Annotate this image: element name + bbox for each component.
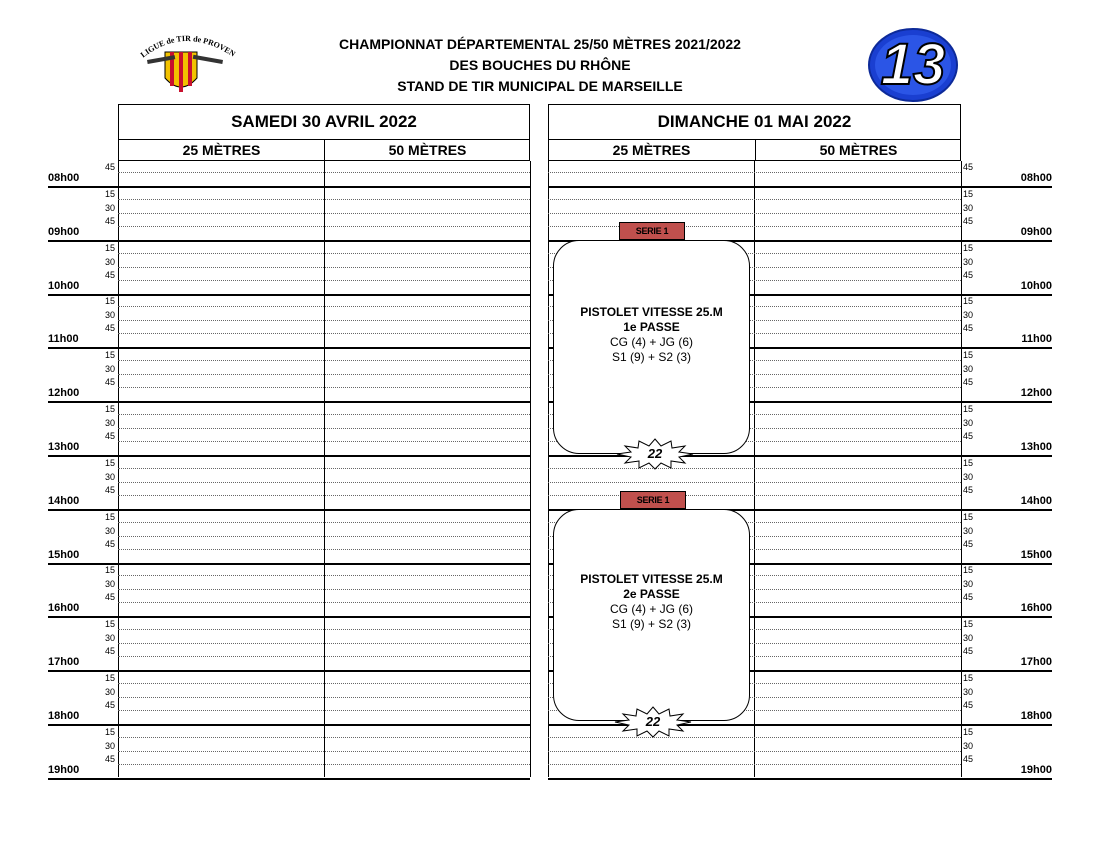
event-2-passe: 2e PASSE	[623, 587, 680, 601]
quarter-line	[118, 536, 530, 537]
sun-col-50m: 50 MÈTRES	[819, 142, 898, 158]
event-2-line4: S1 (9) + S2 (3)	[611, 617, 692, 631]
quarter-line	[118, 172, 530, 173]
minute-label-right: 30	[963, 633, 974, 643]
minute-label-right: 15	[963, 243, 974, 253]
minute-label-left: 30	[104, 741, 115, 751]
hour-line	[48, 616, 530, 618]
hour-label-right: 13h00	[1020, 441, 1052, 453]
minute-label-right: 45	[963, 162, 974, 172]
minute-label-right: 45	[963, 539, 974, 549]
hour-line	[48, 670, 530, 672]
hour-label-right: 16h00	[1020, 602, 1052, 614]
hour-label-right: 14h00	[1020, 495, 1052, 507]
quarter-line	[548, 172, 961, 173]
minute-label-right: 30	[963, 203, 974, 213]
quarter-line	[118, 643, 530, 644]
minute-label-right: 15	[963, 296, 974, 306]
title-line-2: DES BOUCHES DU RHÔNE	[449, 57, 631, 73]
grid-vline	[961, 161, 962, 777]
quarter-line	[548, 199, 961, 200]
event-1-line4: S1 (9) + S2 (3)	[611, 350, 692, 364]
svg-text:LIGUE de TIR de PROVENCE: LIGUE de TIR de PROVEN	[138, 33, 238, 60]
event-2-line3: CG (4) + JG (6)	[609, 602, 693, 616]
hour-label-right: 08h00	[1020, 172, 1052, 184]
hour-label-left: 08h00	[48, 172, 80, 184]
minute-label-right: 15	[963, 189, 974, 199]
minute-label-left: 30	[104, 418, 115, 428]
hour-label-left: 16h00	[48, 602, 80, 614]
minute-label-left: 45	[104, 377, 115, 387]
quarter-line	[118, 522, 530, 523]
minute-label-left: 15	[104, 727, 115, 737]
quarter-line	[548, 482, 961, 483]
minute-label-left: 30	[104, 203, 115, 213]
quarter-line	[118, 710, 530, 711]
quarter-line	[118, 387, 530, 388]
minute-label-right: 15	[963, 458, 974, 468]
event-2-count: 22	[645, 714, 661, 729]
event-1-count: 22	[647, 446, 663, 461]
minute-label-right: 30	[963, 310, 974, 320]
department-13-logo	[866, 26, 960, 104]
minute-label-left: 45	[104, 431, 115, 441]
event-2-title: PISTOLET VITESSE 25.M	[580, 572, 723, 586]
minute-label-right: 15	[963, 512, 974, 522]
hour-line	[48, 347, 530, 349]
minute-label-left: 30	[104, 633, 115, 643]
quarter-line	[118, 656, 530, 657]
minute-label-right: 15	[963, 404, 974, 414]
quarter-line	[118, 441, 530, 442]
quarter-line	[118, 428, 530, 429]
minute-label-right: 30	[963, 687, 974, 697]
minute-label-right: 15	[963, 673, 974, 683]
minute-label-left: 30	[104, 687, 115, 697]
hour-line	[48, 724, 530, 726]
serie-badge-2: SERIE 1	[620, 491, 686, 509]
quarter-line	[548, 468, 961, 469]
hour-label-right: 18h00	[1020, 710, 1052, 722]
quarter-line	[118, 360, 530, 361]
hour-label-right: 11h00	[1021, 333, 1052, 345]
sun-col-25m: 25 MÈTRES	[612, 142, 691, 158]
quarter-line	[118, 629, 530, 630]
minute-label-left: 45	[104, 485, 115, 495]
minute-label-left: 30	[104, 579, 115, 589]
quarter-line	[118, 737, 530, 738]
minute-label-left: 45	[104, 323, 115, 333]
serie-badge-1: SERIE 1	[619, 222, 685, 240]
hour-line	[48, 509, 530, 511]
hour-line	[48, 563, 530, 565]
quarter-line	[118, 280, 530, 281]
minute-label-right: 15	[963, 727, 974, 737]
hour-label-left: 19h00	[48, 764, 80, 776]
hour-label-right: 12h00	[1020, 387, 1052, 399]
day-header-sunday: DIMANCHE 01 MAI 2022	[548, 104, 961, 140]
hour-line	[548, 186, 1052, 188]
hour-label-right: 10h00	[1020, 280, 1052, 292]
hour-line	[48, 294, 530, 296]
hour-label-right: 17h00	[1020, 656, 1052, 668]
logo-number: 13	[880, 32, 946, 97]
minute-label-right: 30	[963, 526, 974, 536]
quarter-line	[548, 751, 961, 752]
minute-label-right: 45	[963, 323, 974, 333]
minute-label-right: 30	[963, 741, 974, 751]
minute-label-right: 30	[963, 418, 974, 428]
sat-col-25m: 25 MÈTRES	[182, 142, 261, 158]
minute-label-right: 45	[963, 485, 974, 495]
minute-label-left: 15	[104, 350, 115, 360]
quarter-line	[548, 226, 961, 227]
quarter-line	[118, 213, 530, 214]
minute-label-right: 45	[963, 216, 974, 226]
minute-label-left: 15	[104, 619, 115, 629]
hour-label-left: 17h00	[48, 656, 80, 668]
quarter-line	[118, 414, 530, 415]
quarter-line	[548, 495, 961, 496]
minute-label-right: 30	[963, 364, 974, 374]
quarter-line	[118, 751, 530, 752]
quarter-line	[118, 683, 530, 684]
hour-line	[48, 778, 530, 780]
minute-label-left: 45	[104, 592, 115, 602]
minute-label-left: 45	[104, 162, 115, 172]
minute-label-right: 45	[963, 646, 974, 656]
hour-label-left: 09h00	[48, 226, 80, 238]
minute-label-left: 15	[104, 404, 115, 414]
quarter-line	[118, 333, 530, 334]
hour-line	[48, 401, 530, 403]
minute-label-right: 45	[963, 377, 974, 387]
quarter-line	[118, 320, 530, 321]
minute-label-right: 45	[963, 754, 974, 764]
quarter-line	[118, 575, 530, 576]
minute-label-left: 30	[104, 526, 115, 536]
sat-col-50m: 50 MÈTRES	[388, 142, 467, 158]
minute-label-left: 45	[104, 216, 115, 226]
minute-label-left: 45	[104, 700, 115, 710]
title-line-1: CHAMPIONNAT DÉPARTEMENTAL 25/50 MÈTRES 2021/2022	[339, 36, 741, 52]
minute-label-right: 45	[963, 700, 974, 710]
quarter-line	[118, 306, 530, 307]
ligue-provence-logo	[135, 30, 240, 102]
minute-label-left: 45	[104, 539, 115, 549]
event-1-passe: 1e PASSE	[623, 320, 680, 334]
hour-line	[48, 455, 530, 457]
quarter-line	[118, 199, 530, 200]
quarter-line	[118, 374, 530, 375]
hour-label-left: 15h00	[48, 549, 80, 561]
minute-label-right: 15	[963, 619, 974, 629]
minute-label-left: 45	[104, 270, 115, 280]
quarter-line	[548, 213, 961, 214]
minute-label-right: 30	[963, 472, 974, 482]
hour-label-left: 18h00	[48, 710, 80, 722]
minute-label-left: 15	[104, 458, 115, 468]
event-1-line3: CG (4) + JG (6)	[609, 335, 693, 349]
event-block-2	[553, 509, 750, 721]
minute-label-left: 15	[104, 296, 115, 306]
quarter-line	[118, 253, 530, 254]
minute-label-right: 30	[963, 257, 974, 267]
minute-label-left: 15	[104, 565, 115, 575]
minute-label-left: 15	[104, 243, 115, 253]
quarter-line	[118, 482, 530, 483]
hour-line	[48, 186, 530, 188]
minute-label-left: 15	[104, 673, 115, 683]
hour-line	[548, 778, 1052, 780]
hour-label-left: 10h00	[48, 280, 80, 292]
hour-label-left: 13h00	[48, 441, 80, 453]
minute-label-right: 45	[963, 592, 974, 602]
minute-label-left: 45	[104, 646, 115, 656]
minute-label-right: 45	[963, 270, 974, 280]
sun-column-headers	[548, 139, 961, 161]
quarter-line	[118, 589, 530, 590]
quarter-line	[118, 764, 530, 765]
hour-label-left: 12h00	[48, 387, 80, 399]
grid-vline	[530, 161, 531, 777]
minute-label-right: 15	[963, 565, 974, 575]
minute-label-left: 15	[104, 189, 115, 199]
hour-label-right: 19h00	[1020, 764, 1052, 776]
minute-label-left: 15	[104, 512, 115, 522]
minute-label-left: 30	[104, 472, 115, 482]
minute-label-right: 45	[963, 431, 974, 441]
hour-label-right: 15h00	[1020, 549, 1052, 561]
hour-label-right: 09h00	[1020, 226, 1052, 238]
minute-label-right: 15	[963, 350, 974, 360]
hour-label-left: 11h00	[48, 333, 79, 345]
quarter-line	[118, 602, 530, 603]
sat-column-headers	[118, 139, 530, 161]
event-block-1	[553, 240, 750, 454]
quarter-line	[548, 764, 961, 765]
quarter-line	[118, 468, 530, 469]
quarter-line	[118, 549, 530, 550]
quarter-line	[118, 226, 530, 227]
quarter-line	[548, 737, 961, 738]
minute-label-left: 30	[104, 364, 115, 374]
minute-label-right: 30	[963, 579, 974, 589]
quarter-line	[118, 697, 530, 698]
quarter-line	[118, 267, 530, 268]
event-1-title: PISTOLET VITESSE 25.M	[580, 305, 723, 319]
title-line-3: STAND DE TIR MUNICIPAL DE MARSEILLE	[397, 78, 683, 94]
minute-label-left: 45	[104, 754, 115, 764]
hour-label-left: 14h00	[48, 495, 80, 507]
quarter-line	[118, 495, 530, 496]
minute-label-left: 30	[104, 310, 115, 320]
minute-label-left: 30	[104, 257, 115, 267]
day-header-saturday: SAMEDI 30 AVRIL 2022	[118, 104, 530, 140]
hour-line	[48, 240, 530, 242]
